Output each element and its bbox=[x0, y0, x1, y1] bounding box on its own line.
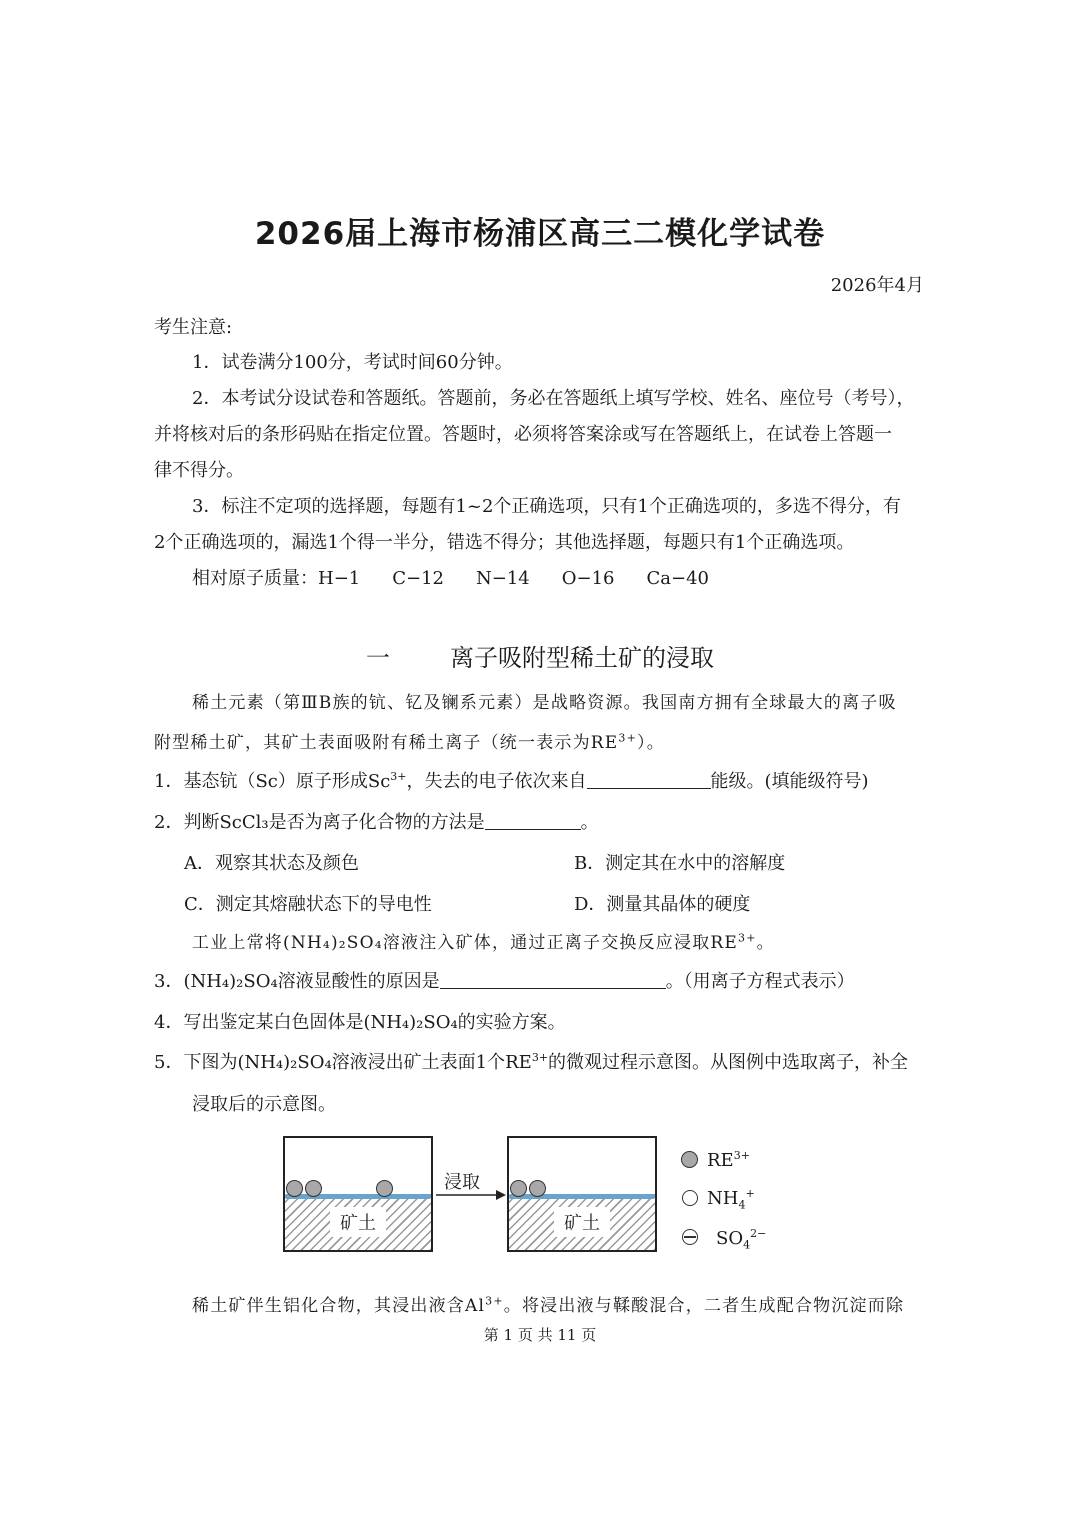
re-ion bbox=[376, 1180, 393, 1197]
legend-so4-sub: 4 bbox=[743, 1238, 751, 1252]
aluminum-sup: 3+ bbox=[485, 1294, 504, 1308]
leach-arrow-label: 浸取 bbox=[444, 1172, 480, 1193]
legend-so4-text: SO bbox=[716, 1228, 744, 1249]
section-heading bbox=[0, 638, 1080, 673]
intro-line-2-end: ）。 bbox=[637, 733, 665, 753]
q2-option-d[interactable]: D．测量其晶体的硬度 bbox=[574, 894, 751, 915]
legend-nh4-label bbox=[707, 1187, 755, 1212]
re-ion bbox=[286, 1180, 303, 1197]
notice-item-2-cont: 并将核对后的条形码贴在指定位置。答题时，必须将答案涂或写在答题纸上，在试卷上答题一 bbox=[154, 424, 892, 445]
notice-item-3: 3．标注不定项的选择题，每题有1~2个正确选项，只有1个正确选项的，多选不得分，有 bbox=[192, 496, 901, 517]
industry-note bbox=[192, 928, 775, 953]
question-2 bbox=[154, 808, 599, 834]
exam-date: 2026年4月 bbox=[830, 275, 924, 296]
industry-end: 。 bbox=[756, 933, 775, 953]
section-title: 离子吸附型稀土矿的浸取 bbox=[450, 644, 714, 672]
atomic-mass-row bbox=[192, 564, 709, 590]
q3-answer-blank[interactable] bbox=[440, 970, 666, 989]
atomic-mass-c: C−12 bbox=[392, 568, 444, 589]
aluminum-text-b: 。将浸出液与鞣酸混合，二者生成配合物沉淀而除 bbox=[503, 1296, 905, 1316]
intro-line-2-text: 附型稀土矿，其矿土表面吸附有稀土离子（统一表示为RE bbox=[154, 733, 619, 753]
re-ion bbox=[510, 1180, 527, 1197]
q3-stem: 3．(NH₄)₂SO₄溶液显酸性的原因是 bbox=[154, 971, 440, 992]
q1-sup: 3+ bbox=[390, 770, 407, 783]
q1-text-c: 能级。(填能级符号) bbox=[710, 771, 869, 792]
question-5 bbox=[154, 1048, 908, 1074]
q2-option-b[interactable]: B．测定其在水中的溶解度 bbox=[574, 853, 786, 874]
page-footer: 第 1 页 共 11 页 bbox=[483, 1326, 597, 1344]
q2-option-c[interactable]: C．测定其熔融状态下的导电性 bbox=[184, 894, 432, 915]
q5-text-a: 5．下图为(NH₄)₂SO₄溶液浸出矿土表面1个RE bbox=[154, 1052, 532, 1073]
q2-stem: 2．判断ScCl₃是否为离子化合物的方法是 bbox=[154, 812, 485, 833]
legend-so4-icon bbox=[682, 1229, 698, 1245]
section-number: 一 bbox=[366, 644, 390, 672]
soil-hatch-after bbox=[509, 1194, 655, 1250]
atomic-mass-h: H−1 bbox=[318, 568, 361, 589]
question-3 bbox=[154, 967, 855, 993]
legend-nh4-icon bbox=[682, 1190, 698, 1206]
q3-end: 。（用离子方程式表示） bbox=[665, 971, 855, 992]
after-box bbox=[507, 1136, 657, 1252]
legend-so4-label bbox=[716, 1227, 767, 1252]
intro-line-2 bbox=[154, 728, 665, 753]
legend-re-label bbox=[707, 1150, 750, 1171]
before-box bbox=[283, 1136, 433, 1252]
q5-text-b: 的微观过程示意图。从图例中选取离子，补全 bbox=[548, 1052, 909, 1073]
intro-line-1: 稀土元素（第ⅢB族的钪、钇及镧系元素）是战略资源。我国南方拥有全球最大的离子吸 bbox=[192, 693, 897, 713]
page-title: 2026届上海市杨浦区高三二模化学试卷 bbox=[254, 216, 826, 252]
soil-label-after: 矿土 bbox=[554, 1207, 610, 1237]
legend-re-text: RE bbox=[707, 1150, 734, 1171]
re-ion bbox=[305, 1180, 322, 1197]
notice-item-2: 2．本考试分设试卷和答题纸。答题前，务必在答题纸上填写学校、姓名、座位号（考号）， bbox=[192, 388, 915, 409]
q1-text-a: 1．基态钪（Sc）原子形成Sc bbox=[154, 771, 391, 792]
atomic-mass-ca: Ca−40 bbox=[646, 568, 709, 589]
notice-heading: 考生注意: bbox=[154, 317, 233, 338]
question-4: 4．写出鉴定某白色固体是(NH₄)₂SO₄的实验方案。 bbox=[154, 1012, 566, 1033]
aluminum-text-a: 稀土矿伴生铝化合物，其浸出液含Al bbox=[192, 1296, 486, 1316]
legend-nh4-sub: 4 bbox=[738, 1198, 746, 1212]
legend-nh4-sup: + bbox=[745, 1187, 755, 1200]
legend-so4-sup: 2− bbox=[750, 1227, 767, 1240]
atomic-mass-o: O−16 bbox=[561, 568, 615, 589]
legend-nh4-text: NH bbox=[707, 1188, 739, 1209]
leach-arrow-icon bbox=[436, 1188, 506, 1202]
aluminum-paragraph bbox=[192, 1291, 904, 1316]
notice-item-2-end: 律不得分。 bbox=[154, 460, 244, 481]
q2-answer-blank[interactable] bbox=[485, 811, 581, 830]
question-5-cont: 浸取后的示意图。 bbox=[192, 1094, 336, 1115]
q5-sup: 3+ bbox=[531, 1051, 549, 1064]
notice-item-1: 1．试卷满分100分，考试时间60分钟。 bbox=[192, 352, 513, 373]
legend-re-sup: 3+ bbox=[733, 1149, 750, 1162]
industry-sup: 3+ bbox=[738, 931, 757, 945]
notice-item-3-cont: 2个正确选项的，漏选1个得一半分，错选不得分；其他选择题，每题只有1个正确选项。 bbox=[154, 532, 855, 553]
atomic-mass-n: N−14 bbox=[476, 568, 530, 589]
industry-text: 工业上常将(NH₄)₂SO₄溶液注入矿体，通过正离子交换反应浸取RE bbox=[192, 933, 739, 953]
q2-option-a[interactable]: A．观察其状态及颜色 bbox=[184, 853, 359, 874]
question-1 bbox=[154, 767, 869, 793]
soil-label-before: 矿土 bbox=[330, 1207, 386, 1237]
re-ion bbox=[529, 1180, 546, 1197]
q1-answer-blank[interactable] bbox=[587, 770, 711, 789]
soil-hatch-before bbox=[285, 1194, 431, 1250]
atomic-mass-label: 相对原子质量： bbox=[192, 568, 318, 589]
legend-re-icon bbox=[681, 1151, 698, 1168]
q2-end: 。 bbox=[580, 812, 599, 833]
q1-text-b: ，失去的电子依次来自 bbox=[406, 771, 587, 792]
intro-sup: 3+ bbox=[618, 731, 638, 745]
